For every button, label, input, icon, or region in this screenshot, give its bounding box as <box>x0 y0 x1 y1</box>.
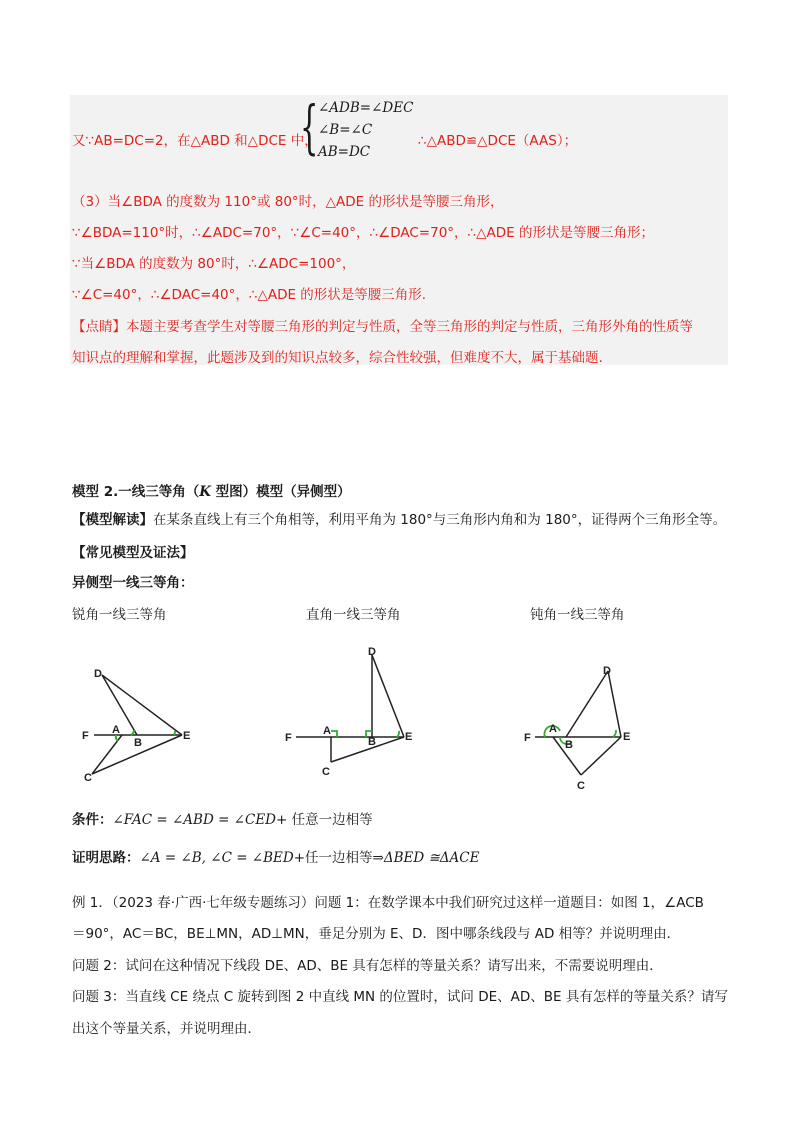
condition-tail: + 任意一边相等 <box>276 812 373 828</box>
system-eq-2: ∠B=∠C <box>318 122 373 138</box>
condition-math: ∠FAC = ∠ABD = ∠CED <box>112 812 276 828</box>
example-line-2: ＝90°，AC＝BC，BE⊥MN，AD⊥MN，垂足分别为 E、D．图中哪条线段与 AD 相等？并说明理由． <box>72 926 681 942</box>
congruence-result: ∴△ABD≌△DCE（AAS）； <box>418 133 578 149</box>
caption-right: 直角一线三等角 <box>306 607 401 623</box>
label-E-2: E <box>405 731 413 743</box>
case2-line1: ∵当∠BDA 的度数为 80°时，∴∠ADC=100°， <box>72 256 356 272</box>
caption-acute: 锐角一线三等角 <box>72 607 167 623</box>
condition-line <box>72 811 373 829</box>
system-eq-3: AB=DC <box>318 144 371 160</box>
proof-idea-result: ⇒ΔBED ≅ΔACE <box>372 850 480 866</box>
label-F-3: F <box>524 732 531 744</box>
example-line-3: 问题 2：试问在这种情况下线段 DE、AD、BE 具有怎样的等量关系？请写出来，不需要说明理由． <box>72 958 663 974</box>
label-C-2: C <box>322 766 330 778</box>
system-brace: { <box>300 93 319 161</box>
label-C-3: C <box>577 780 585 792</box>
subtype-heading: 异侧型一线三等角： <box>72 575 194 591</box>
proof-idea-tail: +任一边相等 <box>293 850 373 866</box>
label-D-2: D <box>368 646 376 658</box>
label-F-1: F <box>82 730 89 742</box>
comment-tag: 【点睛】 <box>72 319 126 335</box>
comment-text-1: 本题主要考查学生对等腰三角形的判定与性质，全等三角形的判定与性质，三角形外角的性质等 <box>126 319 693 335</box>
case1-line: ∵∠BDA=110°时，∴∠ADC=70°，∵∠C=40°，∴∠DAC=70°，∴△ADE 的形状是等腰三角形； <box>72 225 654 241</box>
example-line-4: 问题 3：当直线 CE 绕点 C 旋转到图 2 中直线 MN 的位置时，试问 DE、AD、BE 具有怎样的等量关系？请写 <box>72 989 728 1005</box>
label-D-1: D <box>94 668 102 680</box>
label-F-2: F <box>285 732 292 744</box>
label-C-1: C <box>84 772 92 784</box>
proof-idea-label: 证明思路： <box>72 850 140 866</box>
model-title: 模型 2.一线三等角（K 型图）模型（异侧型） <box>72 484 351 500</box>
proof-idea-line <box>72 849 479 867</box>
proof-idea-math: ∠A = ∠B, ∠C = ∠BED <box>139 850 294 866</box>
figure-right <box>285 646 412 778</box>
explain-text: 在某条直线上有三个角相等，利用平角为 180°与三角形内角和为 180°，证得两个三角形全等。 <box>153 512 727 528</box>
figure-obtuse <box>524 665 630 792</box>
label-A-3: A <box>549 723 557 735</box>
example-line-1: 例 1．（2023 春·广西·七年级专题练习）问题 1：在数学课本中我们研究过这样一道题目：如图 1，∠ACB <box>72 895 704 911</box>
label-B-3: B <box>565 739 573 751</box>
label-A-2: A <box>323 725 331 737</box>
comment-line2: 知识点的理解和掌握，此题涉及到的知识点较多，综合性较强，但难度不大，属于基础题. <box>72 350 603 366</box>
label-B-1: B <box>134 737 142 749</box>
example-line-5: 出这个等量关系，并说明理由． <box>72 1021 261 1037</box>
congruence-intro: 又∵AB=DC=2，在△ABD 和△DCE 中， <box>72 133 318 149</box>
system-eq-1: ∠ADB=∠DEC <box>318 100 414 116</box>
condition-label: 条件： <box>72 812 113 828</box>
label-E-1: E <box>183 730 191 742</box>
label-A-1: A <box>112 724 120 736</box>
label-E-3: E <box>623 731 631 743</box>
caption-obtuse: 钝角一线三等角 <box>530 607 625 623</box>
explain-tag: 【模型解读】 <box>72 512 153 528</box>
part3-title: （3）当∠BDA 的度数为 110°或 80°时，△ADE 的形状是等腰三角形， <box>72 194 504 210</box>
model-title-k: K <box>199 484 211 500</box>
figure-acute <box>82 668 190 784</box>
common-proof-heading: 【常见模型及证法】 <box>72 545 194 561</box>
case2-line2: ∵∠C=40°，∴∠DAC=40°，∴△ADE 的形状是等腰三角形. <box>72 287 427 303</box>
label-B-2: B <box>368 736 376 748</box>
label-D-3: D <box>603 665 611 677</box>
